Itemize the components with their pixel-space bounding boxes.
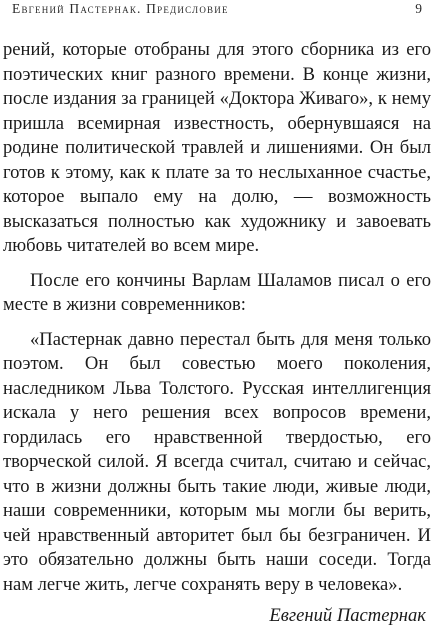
running-header-title: Евгений Пастернак. Предисловие (12, 1, 229, 16)
paragraph-continuation: рений, которые отобраны для этого сборника из его поэтических книг разного времени. В конце жизни, после издания за границей «Доктора Живаго», к нему пришла всемирная известность, обернувшаяся на родине политической травлей и лишениями. Он был готов к этому, как к плате за то неслыханное счастье, которое выпало ему на долю, — возможность высказаться полностью как художнику и завоевать любовь читателей во всем мире. (3, 39, 431, 256)
paragraph-shalamov-quote: «Пастернак давно перестал быть для меня только поэтом. Он был совестью моего поколения, наследником Льва Толстого. Русская интеллигенция искала у него решения всех вопросов времени, гордилась его нравственной твердостью, его творческой силой. Я всегда считал, считаю и сейчас, что в жизни должны быть такие люди, живые люди, наши современники, которым мы могли бы верить, чей нравственный авторитет был бы безграничен. И это обязательно должны быть наши соседи. Тогда нам легче жить, легче сохранять веру в человека». (3, 328, 431, 595)
running-header (12, 1, 422, 21)
body-text (3, 38, 431, 597)
author-signature: Евгений Пастернак (269, 605, 426, 626)
paragraph-shalamov-intro: После его кончины Варлам Шаламов писал о его месте в жизни современников: (3, 269, 431, 315)
page-number: 9 (415, 1, 422, 16)
